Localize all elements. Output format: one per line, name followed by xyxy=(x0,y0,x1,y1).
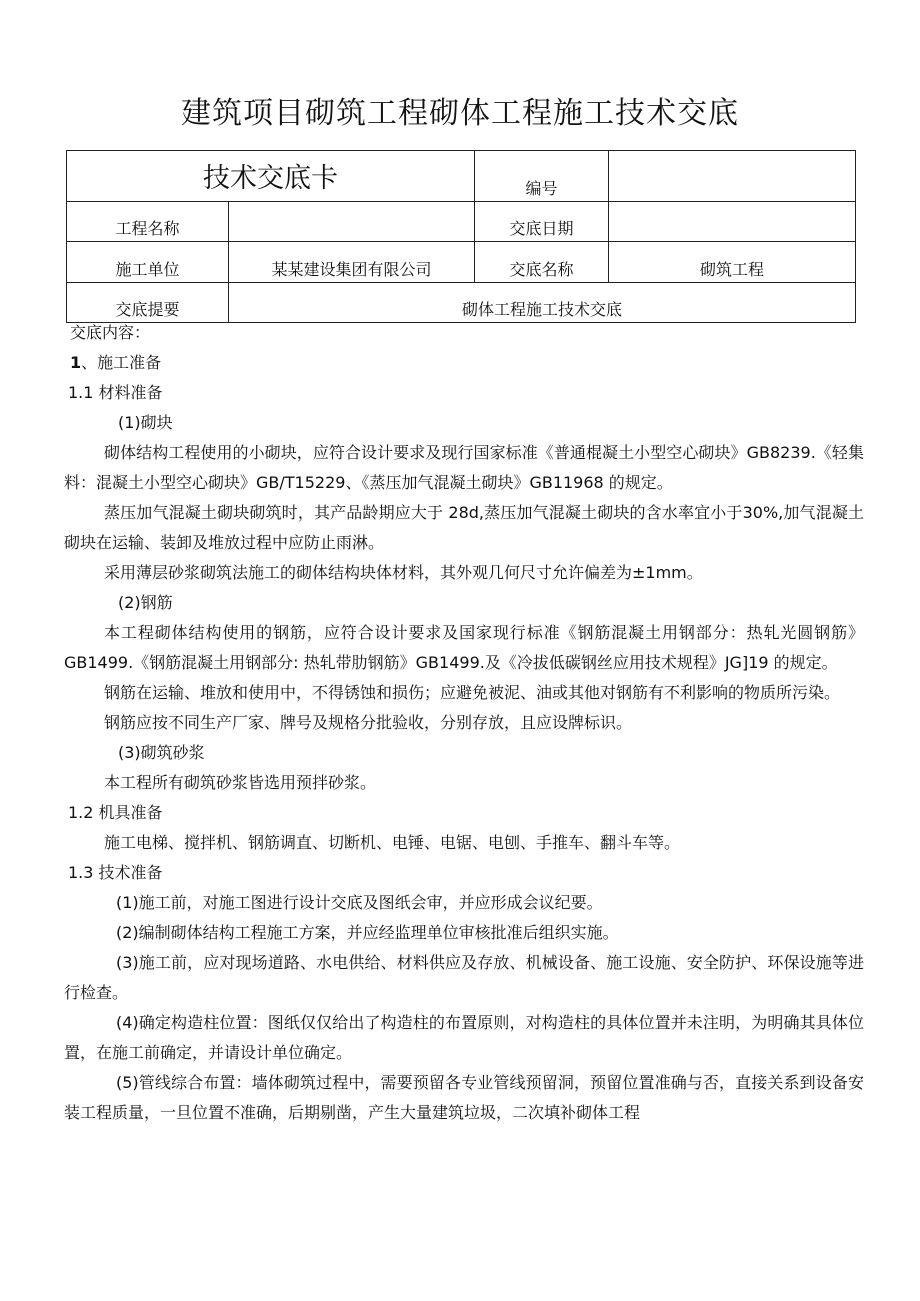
card-title: 技术交底卡 xyxy=(67,151,475,202)
project-name-value xyxy=(229,202,475,242)
tech-item-5: (5)管线综合布置：墙体砌筑过程中，需要预留各专业管线预留洞，预留位置准确与否，直接关系到设备安装工程质量，一旦位置不准确，后期剔凿，产生大量建筑垃圾，二次填补砌体工程 xyxy=(64,1073,864,1122)
card-row-unit xyxy=(67,242,856,283)
disclosure-name-value: 砌筑工程 xyxy=(609,242,856,283)
section-1-1-heading: 1.1 材料准备 xyxy=(68,383,163,402)
date-label: 交底日期 xyxy=(475,202,609,242)
paragraph-thin-mortar: 采用薄层砂浆砌筑法施工的砌体结构块体材料，其外观几何尺寸允许偏差为±1mm。 xyxy=(104,563,703,582)
tech-item-4: (4)确定构造柱位置：图纸仅仅给出了构造柱的布置原则，对构造柱的具体位置并未注明，为明确其具体位置，在施工前确定，并请设计单位确定。 xyxy=(64,1013,864,1062)
card-row-summary xyxy=(67,283,856,323)
content-heading: 交底内容： xyxy=(70,323,151,342)
subsection-blocks-heading: (1)砌块 xyxy=(118,413,173,432)
tech-item-2: (2)编制砌体结构工程施工方案，并应经监理单位审核批准后组织实施。 xyxy=(116,923,619,942)
disclosure-content xyxy=(64,318,864,1128)
summary-label: 交底提要 xyxy=(67,283,229,323)
subsection-rebar-heading: (2)钢筋 xyxy=(118,593,173,612)
number-value xyxy=(609,151,856,202)
tech-item-1: (1)施工前，对施工图进行设计交底及图纸会审，并应形成会议纪要。 xyxy=(116,893,603,912)
paragraph-aerated-blocks: 蒸压加气混凝土砌块砌筑时，其产品龄期应大于 28d,蒸压加气混凝土砌块的含水率宜小于30%,加气混凝土砌块在运输、装卸及堆放过程中应防止雨淋。 xyxy=(64,503,864,552)
disclosure-card-table xyxy=(66,150,856,323)
construction-unit-label: 施工单位 xyxy=(67,242,229,283)
subsection-mortar-heading: (3)砌筑砂浆 xyxy=(118,743,205,762)
paragraph-rebar-acceptance: 钢筋应按不同生产厂家、牌号及规格分批验收，分别存放，且应设牌标识。 xyxy=(104,713,633,732)
paragraph-rebar-standards: 本工程砌体结构使用的钢筋，应符合设计要求及国家现行标准《钢筋混凝土用钢部分：热轧光圆钢筋》GB1499.《钢筋混凝土用钢部分: 热轧带肋钢筋》GB1499.及《冷拔低碳钢丝应用技术规程》JG]19 的规定。 xyxy=(64,623,864,672)
section-1-title: 、施工准备 xyxy=(81,353,162,372)
tech-item-3: (3)施工前，应对现场道路、水电供给、材料供应及存放、机械设备、施工设施、安全防护、环保设施等进行检查。 xyxy=(64,953,864,1002)
section-1-3-heading: 1.3 技术准备 xyxy=(68,863,163,882)
construction-unit-value: 某某建设集团有限公司 xyxy=(229,242,475,283)
disclosure-name-label: 交底名称 xyxy=(475,242,609,283)
number-label: 编号 xyxy=(475,151,609,202)
paragraph-equipment: 施工电梯、搅拌机、钢筋调直、切断机、电锤、电锯、电刨、手推车、翻斗车等。 xyxy=(104,833,681,852)
paragraph-mortar: 本工程所有砌筑砂浆皆选用预拌砂浆。 xyxy=(104,773,377,792)
document-title: 建筑项目砌筑工程砌体工程施工技术交底 xyxy=(181,96,739,131)
section-1-number: 1 xyxy=(70,353,82,372)
date-value xyxy=(609,202,856,242)
section-1-2-heading: 1.2 机具准备 xyxy=(68,803,163,822)
project-name-label: 工程名称 xyxy=(67,202,229,242)
paragraph-rebar-protection: 钢筋在运输、堆放和使用中，不得锈蚀和损伤；应避免被泥、油或其他对钢筋有不利影响的物质所污染。 xyxy=(104,683,841,702)
card-row-title xyxy=(67,151,856,202)
summary-value: 砌体工程施工技术交底 xyxy=(229,283,856,323)
paragraph-blocks-standards: 砌体结构工程使用的小砌块，应符合设计要求及现行国家标准《普通棍凝土小型空心砌块》GB8239.《轻集料：混凝土小型空心砌块》GB/T15229、《蒸压加气混凝土砌块》GB11968 的规定。 xyxy=(64,443,864,492)
section-1-heading xyxy=(64,348,864,378)
card-row-project xyxy=(67,202,856,242)
